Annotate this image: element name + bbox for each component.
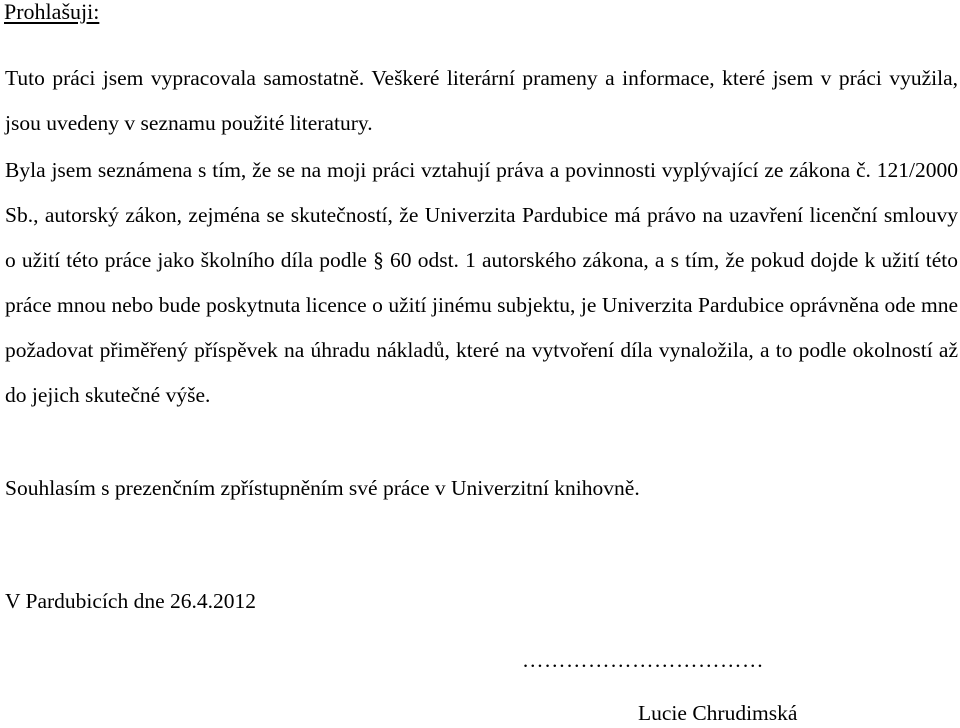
declaration-heading: Prohlašuji: [4, 0, 100, 24]
signature-name: Lucie Chrudimská [638, 701, 798, 725]
signature-line: …………………………… [522, 648, 764, 672]
paragraph-library-consent: Souhlasím s prezenčním zpřístupněním své práce v Univerzitní knihovně. [5, 476, 640, 500]
paragraph-copyright: Byla jsem seznámena s tím, že se na moji práci vztahují práva a povinnosti vyplývající ze zákona č. 121/2000 Sb., autorský zákon, zejména se skutečností, že Univerzita Pardubice má právo na uzavření licenční smlouvy o užití této práce jako školního díla podle § 60 odst. 1 autorského zákona, a s tím, že pokud dojde k užití této práce mnou nebo bude poskytnuta licence o užití jinému subjektu, je Univerzita Pardubice oprávněna ode mne požadovat přiměřený příspěvek na úhradu nákladů, které na vytvoření díla vynaložila, a to podle okolností až do jejich skutečné výše. [5, 158, 958, 407]
paragraph-authorship: Tuto práci jsem vypracovala samostatně. Veškeré literární prameny a informace, které jsem v práci využila, jsou uvedeny v seznamu použité literatury. [5, 66, 958, 135]
place-and-date: V Pardubicích dne 26.4.2012 [5, 589, 256, 613]
